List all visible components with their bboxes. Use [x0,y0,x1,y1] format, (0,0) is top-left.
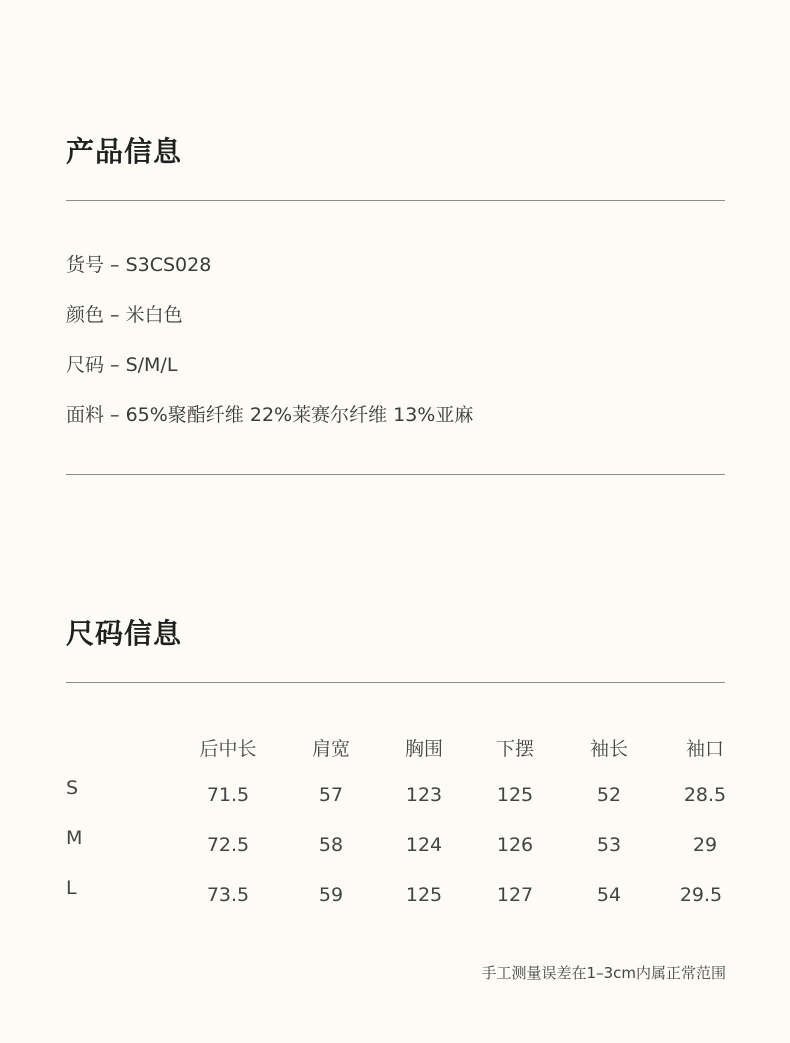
measurement-note: 手工测量误差在1–3cm内属正常范围 [481,964,726,982]
col-header-cuff: 袖口 [685,738,724,760]
col-header-chest: 胸围 [404,738,443,760]
row-label-s: S [66,777,79,799]
table-cell: 125 [496,784,534,806]
table-cell: 73.5 [206,884,250,906]
fabric-line: 面料 – 65%聚酯纤维 22%莱赛尔纤维 13%亚麻 [66,404,474,426]
table-cell: 72.5 [206,834,250,856]
size-info-title: 尺码信息 [66,617,183,650]
col-header-shoulder: 肩宽 [311,738,350,760]
product-divider-bottom [66,474,725,475]
col-header-back-length: 后中长 [199,738,257,760]
table-cell: 59 [318,884,344,906]
table-cell: 71.5 [206,784,250,806]
table-cell: 124 [405,834,443,856]
table-cell: 58 [318,834,344,856]
table-cell: 57 [318,784,344,806]
product-divider-top [66,200,725,201]
sku-line: 货号 – S3CS028 [66,254,212,276]
row-label-m: M [66,827,83,849]
table-cell: 125 [405,884,443,906]
table-cell: 29.5 [679,884,723,906]
color-line: 颜色 – 米白色 [66,304,183,326]
size-line: 尺码 – S/M/L [66,354,178,376]
table-cell: 29 [692,834,718,856]
col-header-hem: 下摆 [495,738,534,760]
table-cell: 52 [596,784,622,806]
table-cell: 127 [496,884,534,906]
table-cell: 28.5 [683,784,727,806]
row-label-l: L [66,877,77,899]
table-cell: 54 [596,884,622,906]
product-info-title: 产品信息 [66,135,183,168]
table-cell: 123 [405,784,443,806]
table-cell: 126 [496,834,534,856]
table-cell: 53 [596,834,622,856]
size-divider [66,682,725,683]
col-header-sleeve-length: 袖长 [589,738,628,760]
